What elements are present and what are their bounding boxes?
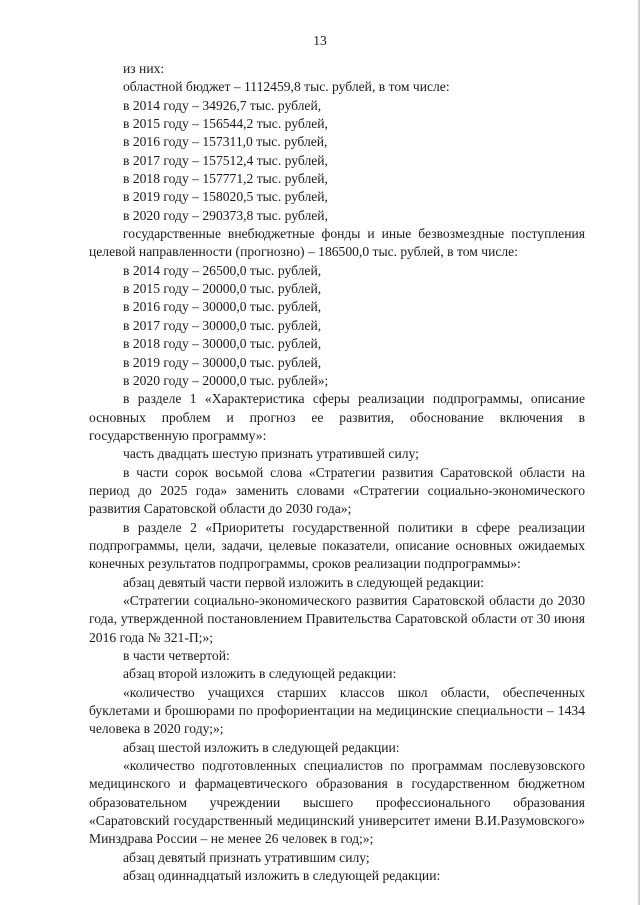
paragraph: областной бюджет – 1112459,8 тыс. рублей, в том числе: — [123, 79, 450, 95]
paragraph: в 2019 году – 158020,5 тыс. рублей, — [123, 189, 328, 205]
paragraph: абзац второй изложить в следующей редакции: — [123, 666, 397, 682]
paragraph: абзац девятый части первой изложить в следующей редакции: — [123, 574, 485, 590]
paragraph: из них: — [123, 61, 165, 76]
paragraph: в 2015 году – 156544,2 тыс. рублей, — [123, 116, 328, 132]
paragraph: в 2018 году – 30000,0 тыс. рублей, — [123, 336, 322, 352]
paragraph: в 2019 году – 30000,0 тыс. рублей, — [123, 354, 322, 370]
paragraph: «количество учащихся старших классов школ области, обеспеченных буклетами и брошюрами по профориентации на медицинские специальности – 1434 человека в 2020 году;»; — [89, 684, 585, 737]
paragraph: в разделе 2 «Приоритеты государственной политики в сфере реализации подпрограммы, цели, задачи, целевые показатели, описание основных ожидаемых конечных результатов подпрограммы, сроков реализации подпрограммы»: — [89, 519, 585, 572]
paragraph: в 2016 году – 30000,0 тыс. рублей, — [123, 299, 322, 315]
paragraph: в 2014 году – 26500,0 тыс. рублей, — [123, 262, 322, 278]
paragraph: «количество подготовленных специалистов по программам послевузовского медицинского и фармацевтического образования в государственном бюджетном образовательном учреждении высшего профессионального образования «Саратовский государственный медицинский университет имени В.И.Разумовского» Минздрава России – не менее 26 человек в год;»; — [89, 758, 585, 847]
paragraph: абзац шестой изложить в следующей редакции: — [123, 739, 400, 755]
paragraph: часть двадцать шестую признать утратившей силу; — [123, 446, 419, 462]
paragraph: в части сорок восьмой слова «Стратегии развития Саратовской области на период до 2025 года» заменить словами «Стратегии социально-экономического развития Саратовской области до 2030 года»; — [89, 464, 585, 517]
paragraph: государственные внебюджетные фонды и иные безвозмездные поступления целевой направленности (прогнозно) – 186500,0 тыс. рублей, в том числе: — [89, 226, 585, 260]
paragraph: в разделе 1 «Характеристика сферы реализации подпрограммы, описание основных проблем и прогноз ее развития, обоснование включения в государственную программу»: — [89, 391, 585, 443]
document-body — [89, 60, 585, 885]
paragraph: «Стратегии социально-экономического развития Саратовской области до 2030 года, утвержденной постановлением Правительства Саратовской области от 30 июня 2016 года № 321-П;»; — [89, 592, 585, 645]
paragraph: в 2015 году – 20000,0 тыс. рублей, — [123, 281, 322, 297]
paragraph: в части четвертой: — [123, 648, 230, 663]
paragraph: в 2017 году – 30000,0 тыс. рублей, — [123, 317, 322, 333]
page-number: 13 — [313, 33, 327, 48]
paragraph: в 2018 году – 157771,2 тыс. рублей, — [123, 171, 328, 187]
paragraph: в 2020 году – 290373,8 тыс. рублей, — [123, 207, 328, 223]
paragraph: в 2017 году – 157512,4 тыс. рублей, — [123, 152, 328, 168]
paragraph: в 2016 году – 157311,0 тыс. рублей, — [123, 134, 328, 150]
paragraph: в 2014 году – 34926,7 тыс. рублей, — [123, 97, 322, 113]
paragraph: абзац одиннадцатый изложить в следующей редакции: — [123, 868, 441, 884]
paragraph: в 2020 году – 20000,0 тыс. рублей»; — [123, 372, 329, 388]
paragraph: абзац девятый признать утратившим силу; — [123, 849, 370, 865]
